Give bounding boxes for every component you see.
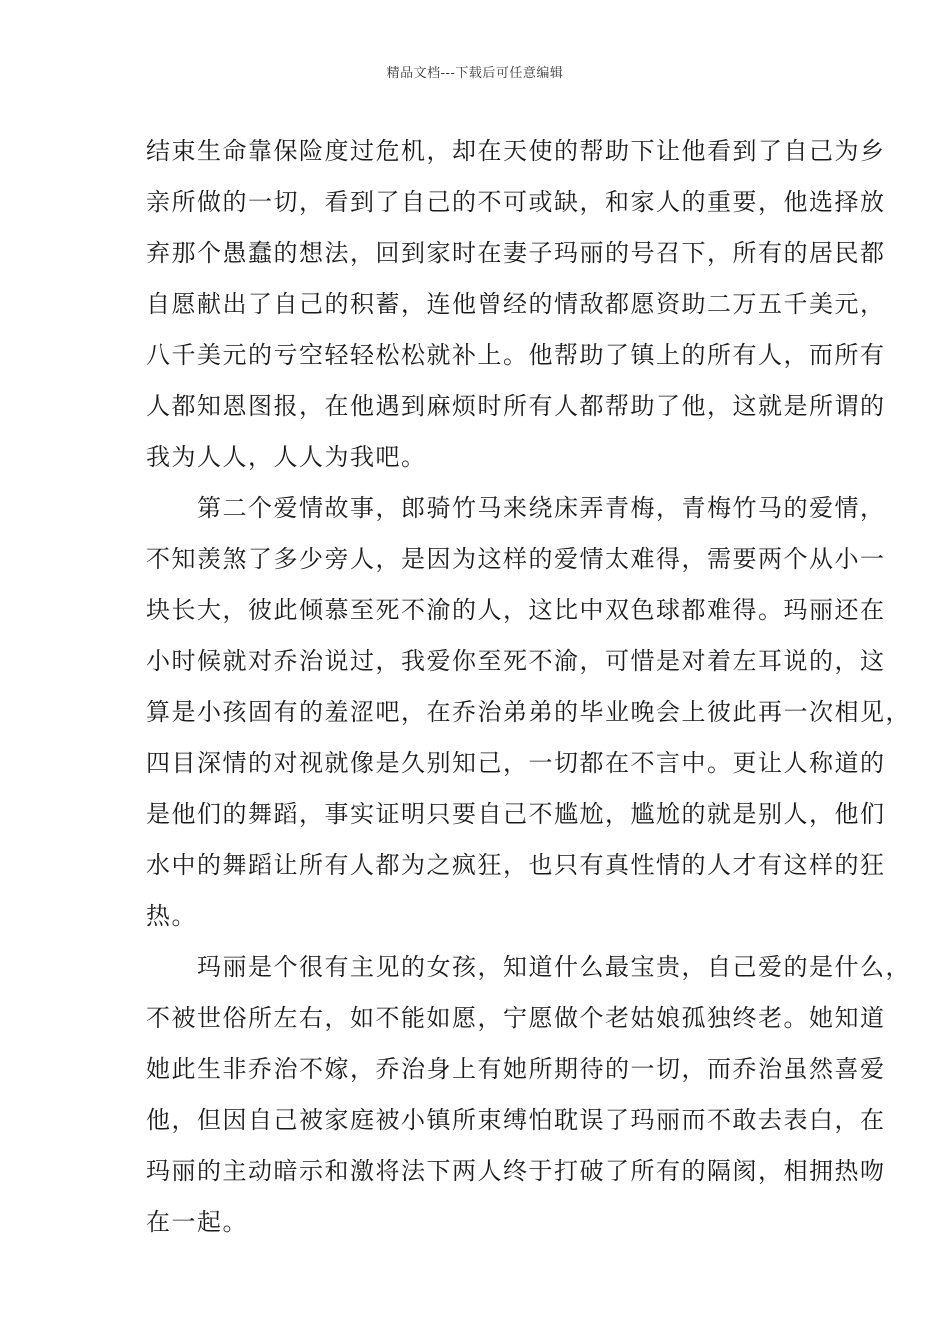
text-line: 玛丽是个很有主见的女孩，知道什么最宝贵，自己爱的是什么， — [146, 953, 911, 981]
text-line: 人都知恩图报，在他遇到麻烦时所有人都帮助了他，这就是所谓的 — [146, 392, 886, 420]
page-header: 精品文档---下载后可任意编辑 — [386, 66, 564, 81]
text-line: 结束生命靠保险度过危机，却在天使的帮助下让他看到了自己为乡 — [146, 137, 886, 165]
text-line: 自愿献出了自己的积蓄，连他曾经的情敌都愿资助二万五千美元， — [146, 290, 886, 318]
text-line: 他，但因自己被家庭被小镇所束缚怕耽误了玛丽而不敢去表白，在 — [146, 1106, 886, 1134]
text-line: 弃那个愚蠢的想法，回到家时在妻子玛丽的号召下，所有的居民都 — [146, 239, 886, 267]
text-line: 不知羡煞了多少旁人，是因为这样的爱情太难得，需要两个从小一 — [146, 545, 886, 573]
text-line: 块长大，彼此倾慕至死不渝的人，这比中双色球都难得。玛丽还在 — [146, 596, 886, 624]
text-line: 不被世俗所左右，如不能如愿，宁愿做个老姑娘孤独终老。她知道 — [146, 1004, 886, 1032]
text-line: 第二个爱情故事，郎骑竹马来绕床弄青梅，青梅竹马的爱情， — [146, 494, 886, 522]
text-line: 她此生非乔治不嫁，乔治身上有她所期待的一切，而乔治虽然喜爱 — [146, 1055, 886, 1083]
text-line: 四目深情的对视就像是久别知己，一切都在不言中。更让人称道的 — [146, 749, 886, 777]
text-line: 小时候就对乔治说过，我爱你至死不渝，可惜是对着左耳说的，这 — [146, 647, 886, 675]
text-line: 是他们的舞蹈，事实证明只要自己不尴尬，尴尬的就是别人，他们 — [146, 800, 886, 828]
text-line: 玛丽的主动暗示和激将法下两人终于打破了所有的隔阂，相拥热吻 — [146, 1157, 886, 1185]
text-line: 八千美元的亏空轻轻松松就补上。他帮助了镇上的所有人，而所有 — [146, 341, 886, 369]
text-line: 亲所做的一切，看到了自己的不可或缺，和家人的重要，他选择放 — [146, 188, 886, 216]
text-line: 水中的舞蹈让所有人都为之疯狂，也只有真性情的人才有这样的狂 — [146, 851, 886, 879]
text-line: 热。 — [146, 902, 197, 930]
text-line: 我为人人，人人为我吧。 — [146, 443, 427, 471]
text-line: 在一起。 — [146, 1208, 248, 1236]
text-line: 算是小孩固有的羞涩吧，在乔治弟弟的毕业晚会上彼此再一次相见， — [146, 698, 911, 726]
